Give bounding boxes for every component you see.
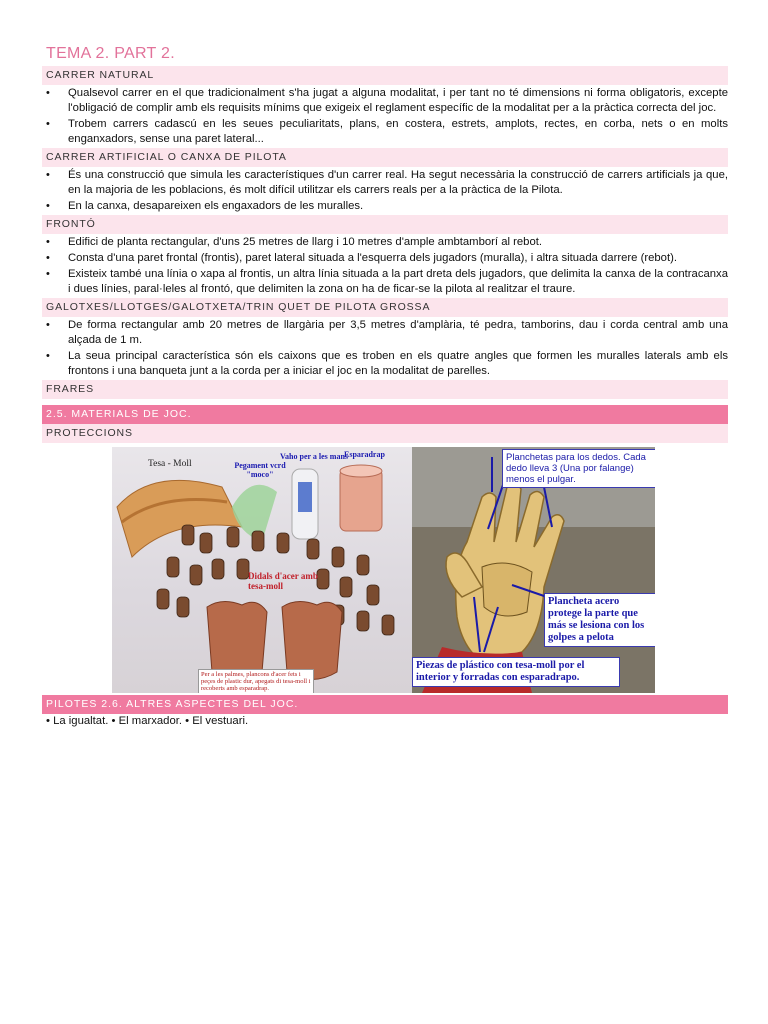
section-heading-frares: FRARES [42,380,728,399]
bullet-list-carrer-natural [42,86,728,147]
section-heading-carrer-artificial: CARRER ARTIFICIAL O CANXA DE PILOTA [42,148,728,167]
label-vaho: Vaho per a les mans [280,452,349,461]
bullet-item: • En la canxa, desapareixen els engaxadors de les muralles. [42,199,728,214]
bullet-item: • Existeix també una línia o xapa al frontis, un altra línia situada a la part dreta dels jugadors, que delimita la canxa de la contracanxa i dues línies, paral·leles al frontó, que delimiten la zona on ha de ficar-se la pilota al realitzar el traure. [42,267,728,297]
label-palms-note: Per a les palmes, plancons d'acer fets i peçes de plastic dur, apegats di tesa-moll i recoberts amb esparadrap. [198,669,314,693]
section-heading-pilotes: PILOTES 2.6. ALTRES ASPECTES DEL JOC. [42,695,728,714]
protection-images [42,444,728,694]
section-heading-galotxes: GALOTXES/LLOTGES/GALOTXETA/TRIN QUET DE PILOTA GROSSA [42,298,728,317]
protection-materials-photo [112,447,412,693]
caption-piezas: Piezas de plástico con tesa-moll por el interior y forradas con esparadrapo. [412,657,620,687]
section-heading-carrer-natural: CARRER NATURAL [42,66,728,85]
page-title: TEMA 2. PART 2. [46,45,175,62]
bullet-list-fronto [42,235,728,297]
bullet-item: • De forma rectangular amb 20 metres de llargària per 3,5 metres d'amplària, té pedra, tamborins, dau i corda central amb una alçada de 1 m. [42,318,728,348]
section-heading-materials: 2.5. MATERIALS DE JOC. [42,405,728,424]
section-heading-proteccions: PROTECCIONS [42,424,728,443]
bullet-item: • Qualsevol carrer en el que tradicionalment s'ha jugat a alguna modalitat, i per tant no té dimensions ni forma obligatoris, excepte l'obligació de complir amb els requisits mínims que exigeix el reglament específic de la modalitat per a la pràctica correcta del joc. [42,86,728,116]
materials-illustration [112,447,412,693]
label-pegament: Pegament vcrd "moco" [234,461,286,479]
bullet-item: • És una construcció que simula les característiques d'un carrer real. Ha segut necessària la construcció de carrers artificials ja que, en la majoria de les poblacions, és molt difícil utilitzar els carrers reals per a la pràctica de la Pilota. [42,168,728,198]
bullet-list-carrer-artificial [42,168,728,214]
bullet-item: • Trobem carrers cadascú en les seues peculiaritats, plans, en costera, estrets, amplots, rectes, en corba, nets o en molts enganxadors, sense una paret lateral... [42,117,728,147]
caption-plancheta-acero: Plancheta acero protege la parte que más se lesiona con los golpes a pelota [544,593,655,647]
section-heading-fronto: FRONTÓ [42,215,728,234]
bullet-list-galotxes [42,318,728,379]
label-didals: Didals d'acer amb tesa-moll [248,571,318,591]
bullet-item: • Edifici de planta rectangular, d'uns 25 metres de llarg i 10 metres d'ample ambtamborí al rebot. [42,235,728,250]
pilotes-text: • La igualtat. • El marxador. • El vestuari. [46,715,249,727]
label-esparadrap: Esparadrap [344,450,385,459]
bullet-item: • Consta d'una paret frontal (frontis), paret lateral situada a l'esquerra dels jugadors (muralla), i altra situada darrere (rebot). [42,251,728,266]
caption-planchetas: Planchetas para los dedos. Cada dedo lleva 3 (Una por falange) menos el pulgar. [502,449,655,488]
hand-protection-photo [412,447,655,693]
document-page [42,40,728,729]
bullet-item: • La seua principal característica són els caixons que es troben en els quatre angles que formen les muralles laterals amb els frontons i una banqueta junt a la corda per a iniciar el joc en la modalitat de parelles. [42,349,728,379]
label-tesa-moll: Tesa - Moll [148,459,192,469]
